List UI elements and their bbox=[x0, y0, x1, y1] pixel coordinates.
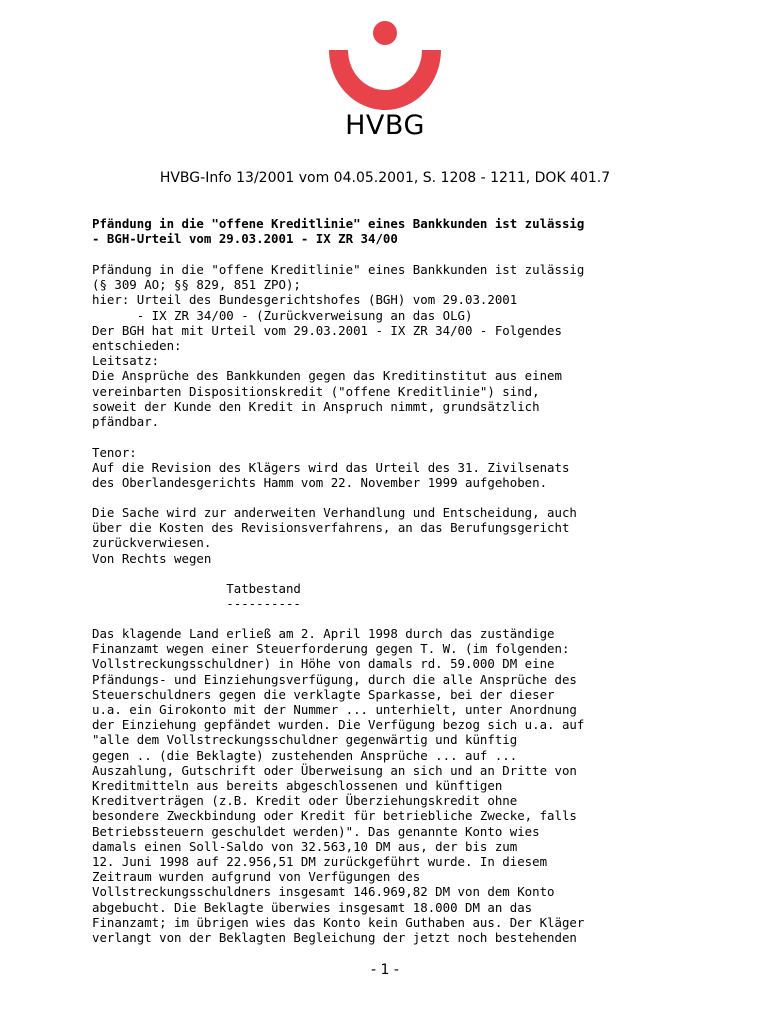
body-text: Das klagende Land erließ am 2. April 1998 durch das zuständige Finanzamt wegen einer Steuerforderung gegen T. W. (im folgenden: Vollstreckungsschuldner) in Höhe von damals rd. 59.000 DM eine Pfändungs- und Einziehungsverfügung, durch die alle Ansprüche des Steuerschuldners gegen die verklagte Sparkasse, bei der dieser u.a. ein Girokonto mit der Nummer ... unterhielt, unter Anordnung der Einziehung gepfändet wurden. Die Verfügung bezog sich u.a. auf "alle dem Vollstreckungsschuldner gegenwärtig und künftig gegen .. (die Beklagte) zustehenden Ansprüche ... auf ... Auszahlung, Gutschrift oder Überweisung an sich und an Dritte von Kreditmitteln aus bereits abgeschlossenen und künftigen Kreditverträgen (z.B. Kredit oder Überziehungskredit ohne besondere Zweckbindung oder Kredit für betriebliche Zwecke, falls Betriebssteuern geschuldet werden)". Das genannte Konto wies damals einen Soll-Saldo von 32.563,10 DM aus, der bis zum 12. Juni 1998 auf 22.956,51 DM zurückgeführt wurde. In diesem Zeitraum wurden aufgrund von Verfügungen des Vollstreckungsschuldners insgesamt 146.969,82 DM von dem Konto abgebucht. Die Beklagte überwies insgesamt 18.000 DM an das Finanzamt; im übrigen wies das Konto kein Guthaben aus. Der Kläger verlangt von der Beklagten Begleichung der jetzt noch bestehenden bbox=[92, 626, 585, 946]
organization-name: HVBG bbox=[345, 110, 425, 141]
document-title: Pfändung in die "offene Kreditlinie" eines Bankkunden ist zulässig - BGH-Urteil vom 29.03.2001 - IX ZR 34/00 bbox=[92, 216, 585, 247]
logo-arc bbox=[329, 50, 441, 110]
section-heading-tatbestand: Tatbestand ---------- bbox=[226, 581, 301, 612]
intro-paragraph: Pfändung in die "offene Kreditlinie" eines Bankkunden ist zulässig (§ 309 AO; §§ 829, 851 ZPO); hier: Urteil des Bundesgerichtshofes (BGH) vom 29.03.2001 - IX ZR 34/00 - (Zurückverweisung an das OLG) Der BGH hat mit Urteil vom 29.03.2001 - IX ZR 34/00 - Folgendes entschieden: Leitsatz: Die Ansprüche des Bankkunden gegen das Kreditinstitut aus einem vereinbarten Dispositionskredit ("offene Kreditlinie") sind, soweit der Kunde den Kredit in Anspruch nimmt, grundsätzlich pfändbar. bbox=[92, 262, 585, 430]
page-number: - 1 - bbox=[371, 962, 399, 978]
logo-circle bbox=[373, 21, 397, 45]
tenor-paragraph: Tenor: Auf die Revision des Klägers wird das Urteil des 31. Zivilsenats des Oberlandesgerichts Hamm vom 22. November 1999 aufgehoben. bbox=[92, 445, 570, 491]
document-reference: HVBG-Info 13/2001 vom 04.05.2001, S. 1208 - 1211, DOK 401.7 bbox=[159, 170, 611, 186]
referral-paragraph: Die Sache wird zur anderweiten Verhandlung und Entscheidung, auch über die Kosten des Revisionsverfahrens, an das Berufungsgericht zurückverwiesen. Von Rechts wegen bbox=[92, 505, 577, 566]
hvbg-logo bbox=[325, 20, 445, 112]
